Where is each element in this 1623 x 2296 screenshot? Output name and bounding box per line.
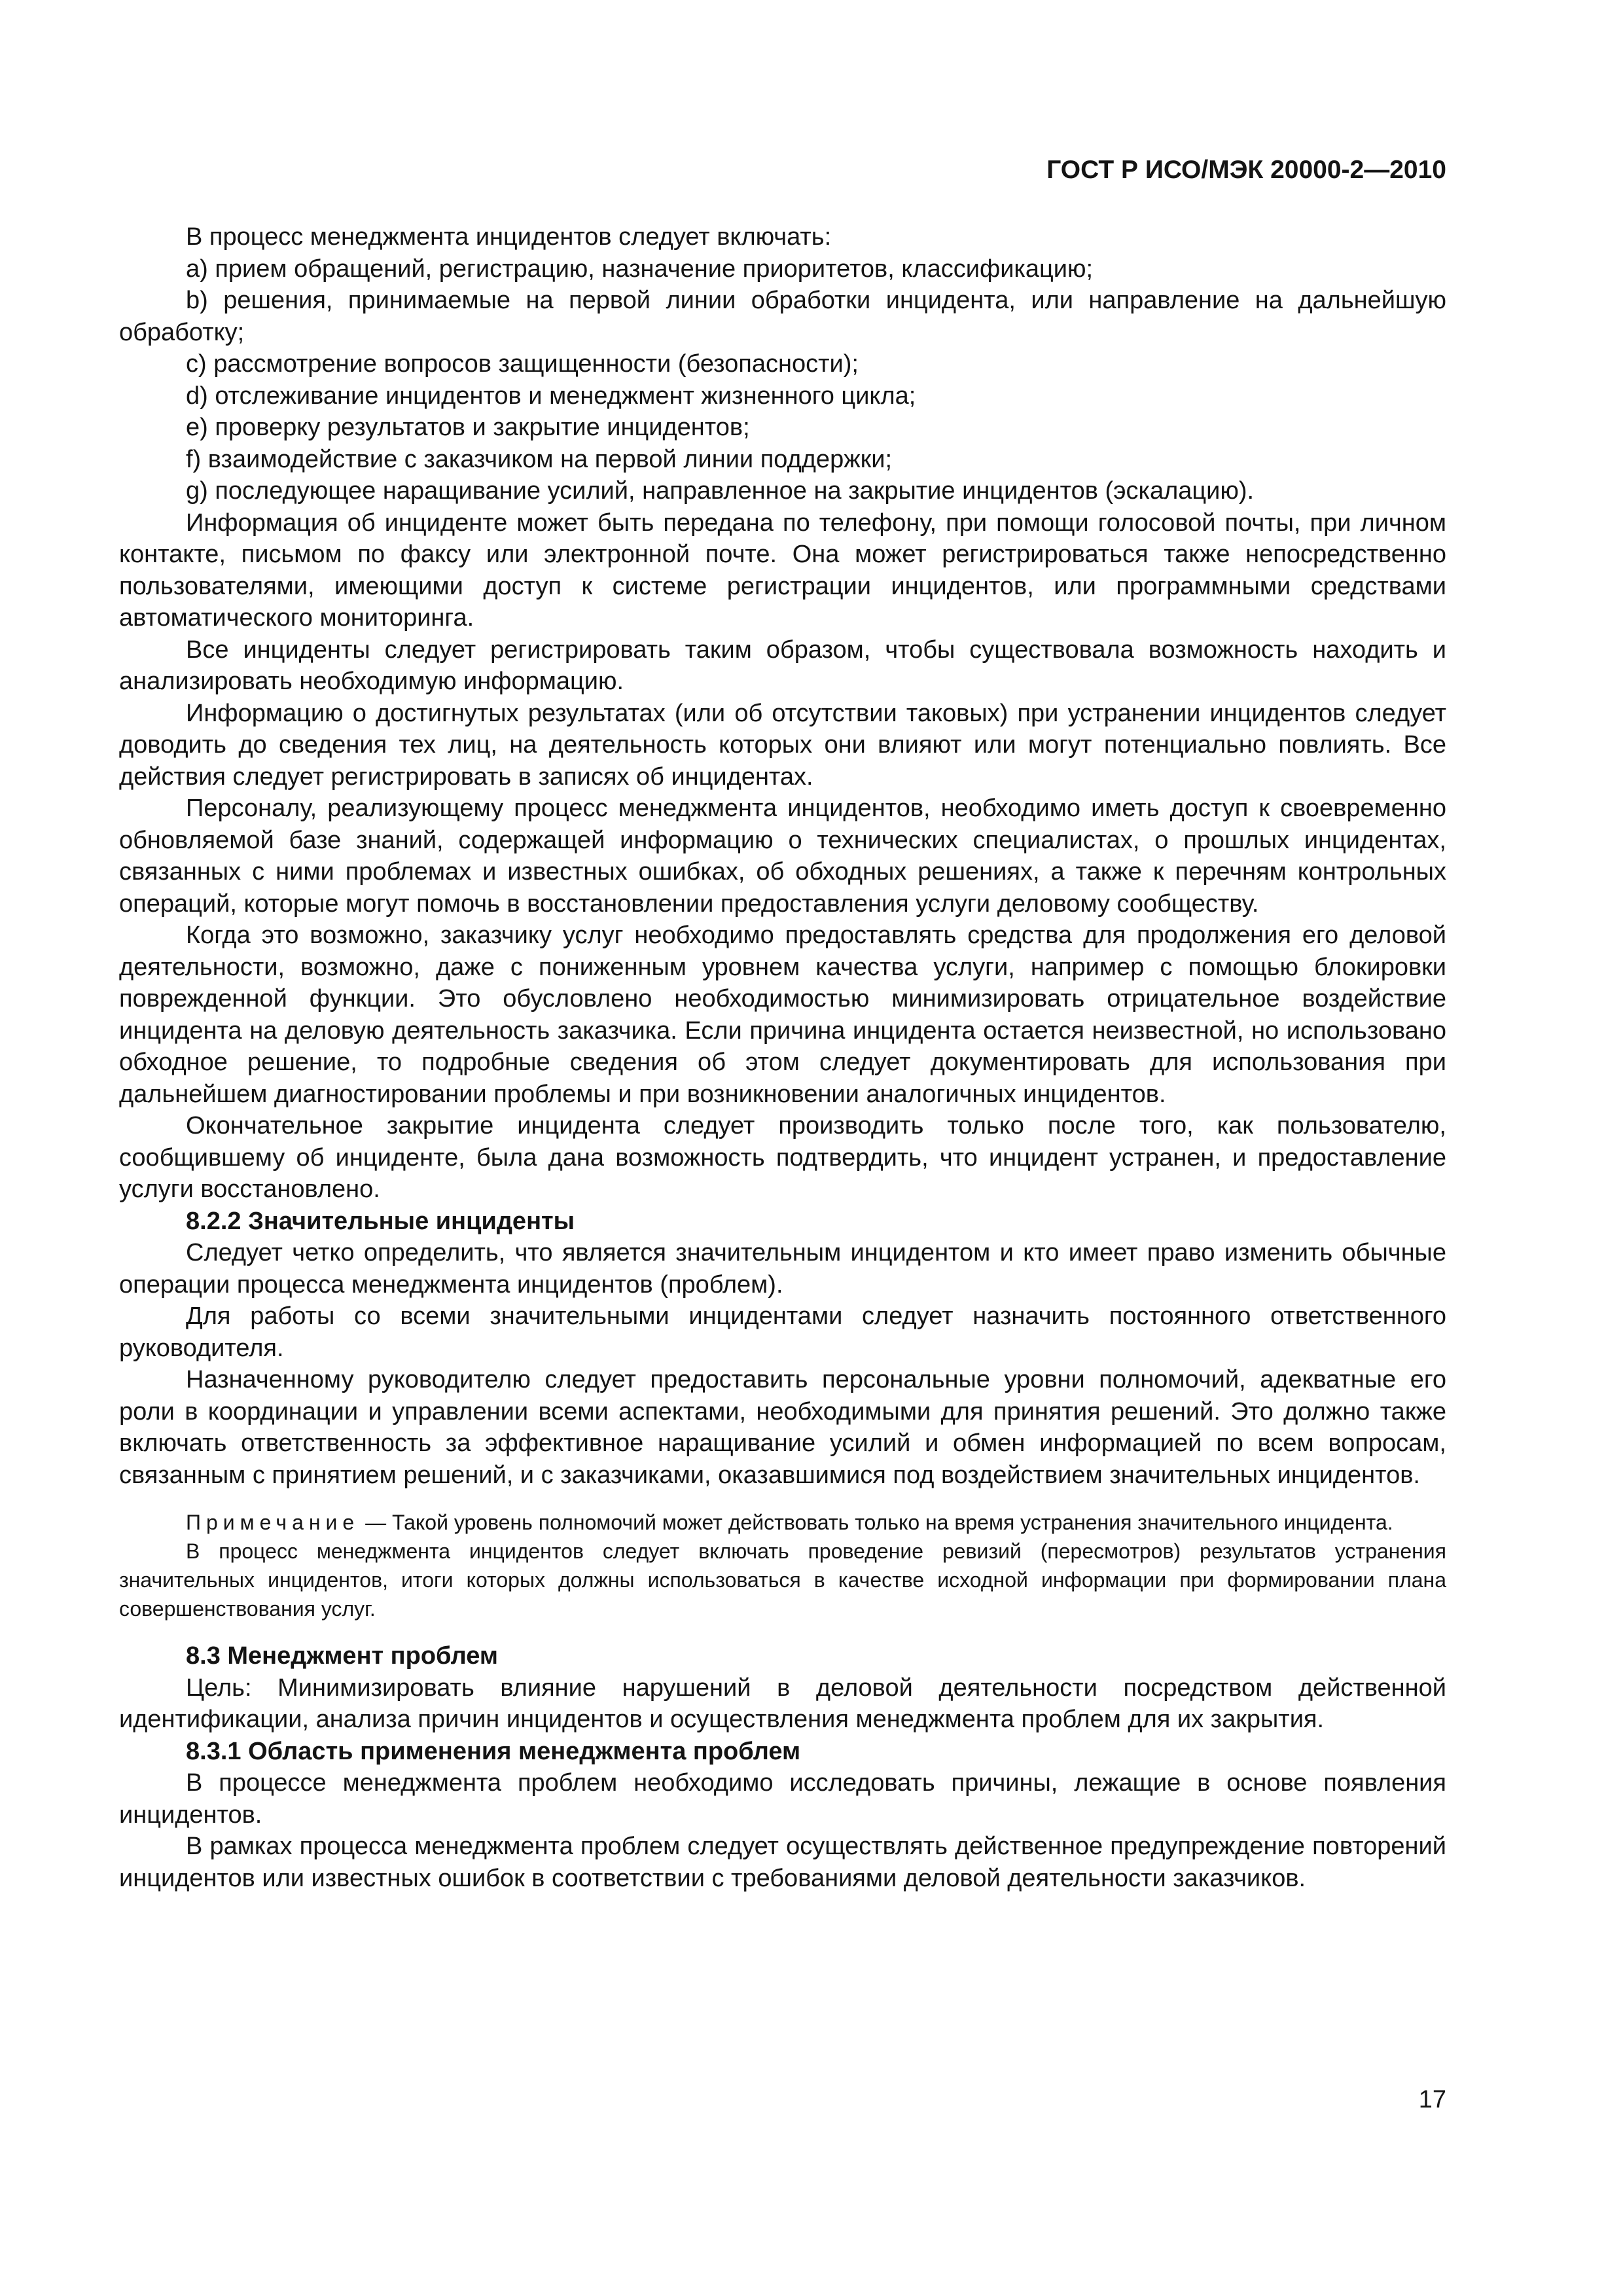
note-paragraph-2: В процесс менеджмента инцидентов следует включать проведение ревизий (пересмотров) результатов устранения значительных инцидентов, итоги которых должны использоваться в качестве исходной информации при формировании плана совершенствования услуг. [119, 1539, 1446, 1621]
list-item-a: a) прием обращений, регистрацию, назначение приоритетов, классификацию; [186, 255, 1094, 283]
paragraph-workaround: Когда это возможно, заказчику услуг необходимо предоставлять средства для продолжения его деловой деятельности, возможно, даже с пониженным уровнем качества услуги, например с помощью блокировки поврежденной функции. Это обусловлено необходимостью минимизировать отрицательное воздействие инцидента на деловую деятельность заказчика. Если причина инцидента остается неизвестной, но использовано обходное решение, то подробные сведения об этом следует документировать для использования при дальнейшем диагностировании проблемы и при возникновении аналогичных инцидентов. [119, 922, 1446, 1108]
note-label: Примечание [186, 1511, 360, 1534]
paragraph-822-authority: Назначенному руководителю следует предоставить персональные уровни полномочий, адекватные его роли в координации и управлении всеми аспектами, необходимыми для принятия решений. Это должно также включать ответственность за эффективное наращивание усилий и обмен информацией по всем вопросам, связанным с принятием решений, и с заказчиками, оказавшимися под воздействием значительных инцидентов. [119, 1366, 1446, 1489]
note-paragraph-1 [119, 1508, 1446, 1537]
list-item-f: f) взаимодействие с заказчиком на первой линии поддержки; [186, 445, 893, 473]
paragraph-831-prevention: В рамках процесса менеджмента проблем следует осуществлять действенное предупреждение повторений инцидентов или известных ошибок в соответствии с требованиями деловой деятельности заказчиков. [119, 1833, 1446, 1892]
list-item-b: b) решения, принимаемые на первой линии обработки инцидента, или направление на дальнейшую обработку; [119, 287, 1446, 346]
paragraph-822-definition: Следует четко определить, что является значительным инцидентом и кто имеет право изменить обычные операции процесса менеджмента инцидентов (проблем). [119, 1239, 1446, 1299]
note-text-1: — Такой уровень полномочий может действовать только на время устранения значительного инцидента. [365, 1511, 1393, 1534]
document-body [119, 221, 1446, 1894]
paragraph-registration: Все инциденты следует регистрировать таким образом, чтобы существовала возможность находить и анализировать необходимую информацию. [119, 636, 1446, 695]
list-item-c: c) рассмотрение вопросов защищенности (безопасности); [186, 350, 859, 378]
paragraph-83-goal: Цель: Минимизировать влияние нарушений в деловой деятельности посредством действенной идентификации, анализа причин инцидентов и осуществления менеджмента проблем для их закрытия. [119, 1674, 1446, 1733]
paragraph-incident-info: Информация об инциденте может быть передана по телефону, при помощи голосовой почты, при личном контакте, письмом по факсу или электронной почте. Она может регистрироваться также непосредственно пользователями, имеющими доступ к системе регистрации инцидентов, или программными средствами автоматического мониторинга. [119, 509, 1446, 632]
list-item-g: g) последующее наращивание усилий, направленное на закрытие инцидентов (эскалацию). [186, 477, 1255, 505]
list-item-d: d) отслеживание инцидентов и менеджмент жизненного цикла; [186, 382, 916, 410]
heading-83: 8.3 Менеджмент проблем [186, 1642, 498, 1670]
note-block [119, 1508, 1446, 1623]
paragraph-results: Информацию о достигнутых результатах (или об отсутствии таковых) при устранении инцидентов следует доводить до сведения тех лиц, на деятельность которых они влияют или могут потенциально повлиять. Все действия следует регистрировать в записях об инцидентах. [119, 699, 1446, 791]
list-intro: В процесс менеджмента инцидентов следует включать: [186, 223, 832, 251]
standard-header: ГОСТ Р ИСО/МЭК 20000-2—2010 [1046, 156, 1446, 184]
paragraph-831-causes: В процессе менеджмента проблем необходимо исследовать причины, лежащие в основе появления инцидентов. [119, 1769, 1446, 1829]
paragraph-822-manager: Для работы со всеми значительными инцидентами следует назначить постоянного ответственного руководителя. [119, 1302, 1446, 1362]
heading-822: 8.2.2 Значительные инциденты [186, 1207, 575, 1235]
paragraph-knowledge-base: Персоналу, реализующему процесс менеджмента инцидентов, необходимо иметь доступ к своевременно обновляемой базе знаний, содержащей информацию о технических специалистах, о прошлых инцидентах, связанных с ними проблемах и известных ошибках, об обходных решениях, а также к перечням контрольных операций, которые могут помочь в восстановлении предоставления услуги деловому сообществу. [119, 795, 1446, 918]
paragraph-closure: Окончательное закрытие инцидента следует производить только после того, как пользователю, сообщившему об инциденте, была дана возможность подтвердить, что инцидент устранен, и предоставление услуги восстановлено. [119, 1112, 1446, 1203]
list-item-e: e) проверку результатов и закрытие инцидентов; [186, 414, 750, 441]
page-number: 17 [1418, 2086, 1446, 2113]
heading-831: 8.3.1 Область применения менеджмента проблем [186, 1737, 801, 1765]
document-page [119, 154, 1446, 1894]
